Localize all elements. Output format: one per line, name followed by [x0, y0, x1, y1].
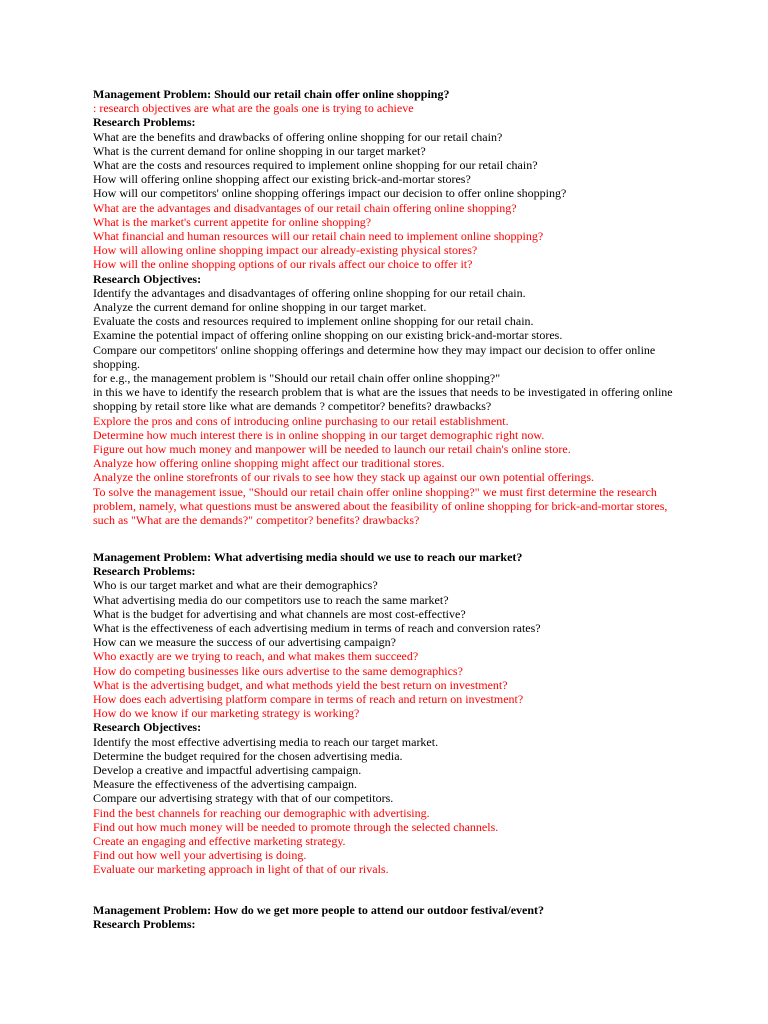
section-outdoor-festival	[93, 903, 673, 931]
highlighted-text-line: Who exactly are we trying to reach, and what makes them succeed?	[93, 649, 419, 664]
subsection-heading: Research Problems:	[93, 917, 196, 932]
management-problem-heading: Management Problem: Should our retail chain offer online shopping?	[93, 87, 450, 101]
highlighted-text-line: What is the market's current appetite for online shopping?	[93, 214, 372, 229]
highlighted-text-line: Explore the pros and cons of introducing online purchasing to our retail establishment.	[93, 413, 509, 428]
text-line: How will offering online shopping affect our existing brick-and-mortar stores?	[93, 172, 471, 187]
highlighted-text-line: Analyze the online storefronts of our rivals to see how they stack up against our own potential offerings.	[93, 470, 594, 485]
highlighted-text-line: Determine how much interest there is in online shopping in our target demographic right now.	[93, 427, 545, 442]
subsection-heading: Research Problems:	[93, 564, 196, 579]
text-line: in this we have to identify the research problem that is what are the issues that needs to be investigated in offering online shopping by retail store like what are demands ? competitor? benefits? drawbacks?	[93, 385, 673, 414]
text-line: Who is our target market and what are their demographics?	[93, 578, 378, 593]
highlighted-text-line: Find out how much money will be needed to promote through the selected channels.	[93, 819, 499, 834]
text-line: What are the benefits and drawbacks of offering online shopping for our retail chain?	[93, 129, 503, 144]
highlighted-text-line: What are the advantages and disadvantages of our retail chain offering online shopping?	[93, 200, 517, 215]
text-line: What are the costs and resources required to implement online shopping for our retail chain?	[93, 158, 538, 173]
text-line: Determine the budget required for the chosen advertising media.	[93, 748, 403, 763]
text-line: Examine the potential impact of offering online shopping on our existing brick-and-mortar stores.	[93, 328, 563, 343]
highlighted-text-line: Create an engaging and effective marketing strategy.	[93, 834, 346, 849]
text-line: Identify the advantages and disadvantages of offering online shopping for our retail chain.	[93, 285, 526, 300]
highlighted-text-line: Evaluate our marketing approach in light of that of our rivals.	[93, 862, 389, 877]
subsection-heading: Research Objectives:	[93, 720, 202, 735]
highlighted-text-line: What financial and human resources will our retail chain need to implement online shopping?	[93, 229, 544, 244]
highlighted-text-line: What is the advertising budget, and what methods yield the best return on investment?	[93, 677, 508, 692]
section-online-shopping	[93, 87, 673, 527]
highlighted-text-line: How will the online shopping options of our rivals affect our choice to offer it?	[93, 257, 473, 272]
subsection-heading: Research Problems:	[93, 115, 196, 130]
highlighted-text-line: How does each advertising platform compare in terms of reach and return on investment?	[93, 692, 524, 707]
subsection-heading: Research Objectives:	[93, 271, 202, 286]
text-line: Evaluate the costs and resources required to implement online shopping for our retail chain.	[93, 314, 534, 329]
text-line: Compare our advertising strategy with that of our competitors.	[93, 791, 394, 806]
highlighted-text-line: : research objectives are what are the goals one is trying to achieve	[93, 101, 414, 116]
text-line: for e.g., the management problem is "Should our retail chain offer online shopping?"	[93, 371, 501, 386]
highlighted-text-line: To solve the management issue, "Should our retail chain offer online shopping?" we must first determine the research problem, namely, what questions must be answered about the feasibility of online shopping for brick-and-mortar stores, such as "What are the demands?" competitor? benefits? drawbacks?	[93, 484, 668, 528]
highlighted-text-line: How do competing businesses like ours advertise to the same demographics?	[93, 663, 463, 678]
text-line: How can we measure the success of our advertising campaign?	[93, 635, 396, 650]
highlighted-text-line: Figure out how much money and manpower will be needed to launch our retail chain's online store.	[93, 442, 571, 457]
text-line: Identify the most effective advertising media to reach our target market.	[93, 734, 439, 749]
management-problem-heading: Management Problem: What advertising media should we use to reach our market?	[93, 550, 523, 564]
text-line: Develop a creative and impactful advertising campaign.	[93, 763, 362, 778]
text-line: Measure the effectiveness of the advertising campaign.	[93, 777, 358, 792]
text-line: Compare our competitors' online shopping offerings and determine how they may impact our decision to offer online shopping.	[93, 342, 656, 371]
text-line: What is the budget for advertising and what channels are most cost-effective?	[93, 606, 466, 621]
text-line: What is the current demand for online shopping in our target market?	[93, 143, 426, 158]
management-problem-heading: Management Problem: How do we get more people to attend our outdoor festival/event?	[93, 903, 545, 917]
text-line: What is the effectiveness of each advertising medium in terms of reach and conversion rates?	[93, 621, 541, 636]
text-line: How will our competitors' online shopping offerings impact our decision to offer online shopping?	[93, 186, 567, 201]
highlighted-text-line: How will allowing online shopping impact our already-existing physical stores?	[93, 243, 478, 258]
highlighted-text-line: Analyze how offering online shopping might affect our traditional stores.	[93, 456, 445, 471]
section-advertising-media	[93, 550, 673, 877]
text-line: What advertising media do our competitors use to reach the same market?	[93, 592, 449, 607]
highlighted-text-line: Find out how well your advertising is doing.	[93, 848, 307, 863]
text-line: Analyze the current demand for online shopping in our target market.	[93, 300, 427, 315]
highlighted-text-line: How do we know if our marketing strategy is working?	[93, 706, 360, 721]
highlighted-text-line: Find the best channels for reaching our demographic with advertising.	[93, 805, 430, 820]
